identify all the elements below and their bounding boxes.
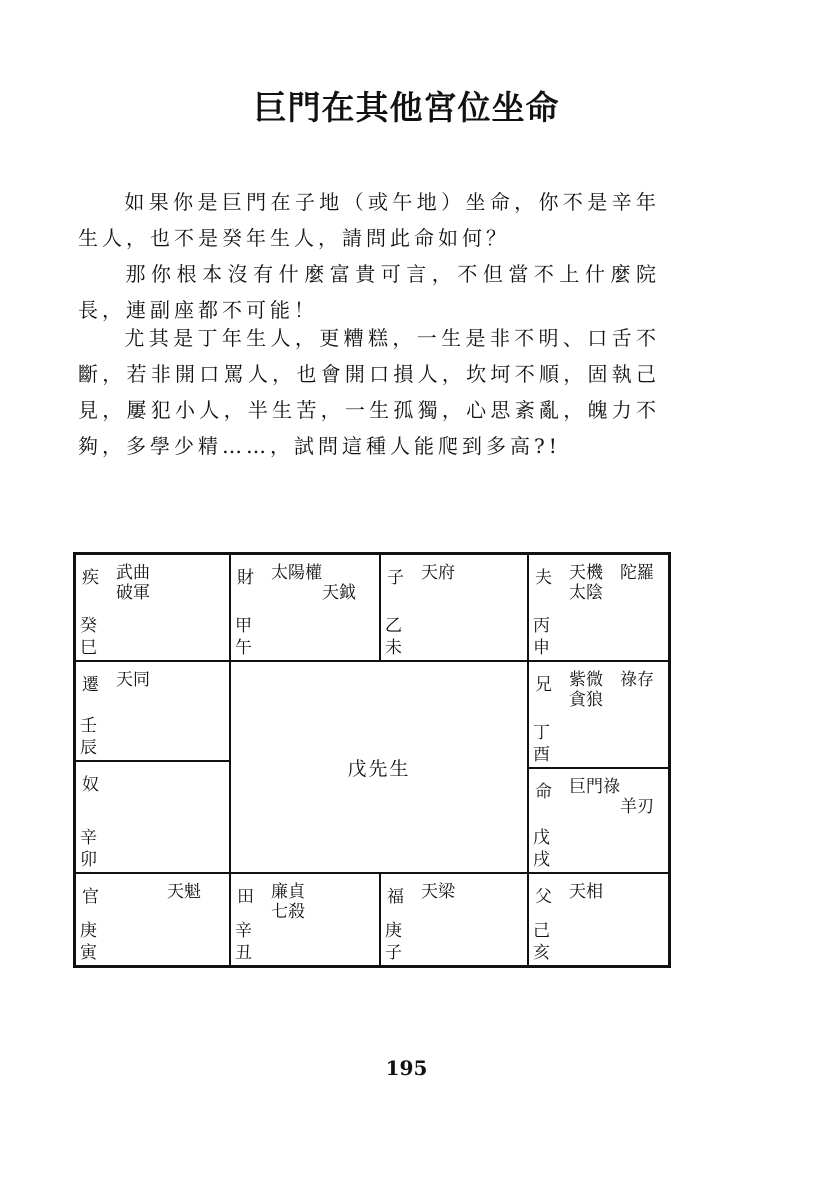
palace-stars: 天同 <box>116 670 150 690</box>
palace-cell-hai <box>528 873 669 966</box>
palace-stars: 天魁 <box>116 882 201 902</box>
heavenly-stem: 乙 <box>385 616 402 636</box>
palace-name: 官 <box>82 887 99 907</box>
palace-stars: 天相 <box>569 882 603 902</box>
heavenly-stem: 戊 <box>533 828 550 848</box>
palace-cell-wei <box>380 554 528 661</box>
palace-name: 福 <box>387 887 404 907</box>
palace-stars: 紫微 祿存 貪狼 <box>569 670 654 710</box>
palace-stars: 廉貞 七殺 <box>271 882 305 922</box>
palace-stars: 巨門祿 羊刃 <box>569 777 654 817</box>
palace-stars: 天府 <box>421 563 455 583</box>
palace-name: 奴 <box>82 775 99 795</box>
palace-name: 財 <box>237 568 254 588</box>
heavenly-stem: 丁 <box>533 723 550 743</box>
earthly-branch: 戌 <box>533 850 550 870</box>
palace-name: 子 <box>387 568 404 588</box>
palace-stars: 太陽權 天鉞 <box>271 563 356 603</box>
paragraph-2: 那你根本沒有什麼富貴可言，不但當不上什麼院長，連副座都不可能！ <box>78 262 660 322</box>
heavenly-stem: 癸 <box>80 616 97 636</box>
palace-cell-xu <box>528 768 669 873</box>
heavenly-stem: 甲 <box>235 616 252 636</box>
palace-stars: 天機 陀羅 太陰 <box>569 563 654 603</box>
paragraph-3: 尤其是丁年生人，更糟糕，一生是非不明、口舌不斷，若非開口罵人，也會開口損人，坎坷不順，固執己見，屢犯小人，半生苦，一生孤獨，心思紊亂，魄力不夠，多學少精……，試問這種人能爬到多高?! <box>78 326 660 458</box>
palace-name: 田 <box>237 887 254 907</box>
page-number: 195 <box>385 1056 428 1080</box>
earthly-branch: 未 <box>385 638 402 658</box>
earthly-branch: 辰 <box>80 738 97 758</box>
chart-center-label: 戊先生 <box>230 661 528 873</box>
earthly-branch: 巳 <box>80 638 97 658</box>
palace-cell-chou <box>230 873 380 966</box>
heavenly-stem: 辛 <box>235 921 252 941</box>
earthly-branch: 酉 <box>533 745 550 765</box>
heavenly-stem: 辛 <box>80 828 97 848</box>
palace-cell-mao <box>75 761 230 873</box>
heavenly-stem: 己 <box>533 921 550 941</box>
earthly-branch: 子 <box>385 943 402 963</box>
page-title: 巨門在其他宮位坐命 <box>253 88 560 127</box>
paragraph-1: 如果你是巨門在子地（或午地）坐命，你不是辛年生人，也不是癸年生人，請問此命如何？ <box>78 190 660 250</box>
heavenly-stem: 壬 <box>80 716 97 736</box>
heavenly-stem: 丙 <box>533 616 550 636</box>
palace-cell-zi <box>380 873 528 966</box>
palace-name: 疾 <box>82 568 99 588</box>
earthly-branch: 亥 <box>533 943 550 963</box>
palace-name: 夫 <box>535 568 552 588</box>
palace-cell-chen <box>75 661 230 761</box>
earthly-branch: 丑 <box>235 943 252 963</box>
palace-name: 兄 <box>535 675 552 695</box>
palace-cell-si <box>75 554 230 661</box>
palace-stars: 武曲 破軍 <box>116 563 150 603</box>
heavenly-stem: 庚 <box>80 921 97 941</box>
earthly-branch: 寅 <box>80 943 97 963</box>
palace-stars: 天梁 <box>421 882 455 902</box>
palace-cell-wu <box>230 554 380 661</box>
heavenly-stem: 庚 <box>385 921 402 941</box>
astrology-chart <box>73 552 671 968</box>
earthly-branch: 申 <box>533 638 550 658</box>
palace-name: 命 <box>535 782 552 802</box>
palace-name: 父 <box>535 887 552 907</box>
palace-name: 遷 <box>82 675 99 695</box>
earthly-branch: 卯 <box>80 850 97 870</box>
palace-cell-you <box>528 661 669 768</box>
palace-cell-shen <box>528 554 669 661</box>
palace-cell-yin <box>75 873 230 966</box>
earthly-branch: 午 <box>235 638 252 658</box>
